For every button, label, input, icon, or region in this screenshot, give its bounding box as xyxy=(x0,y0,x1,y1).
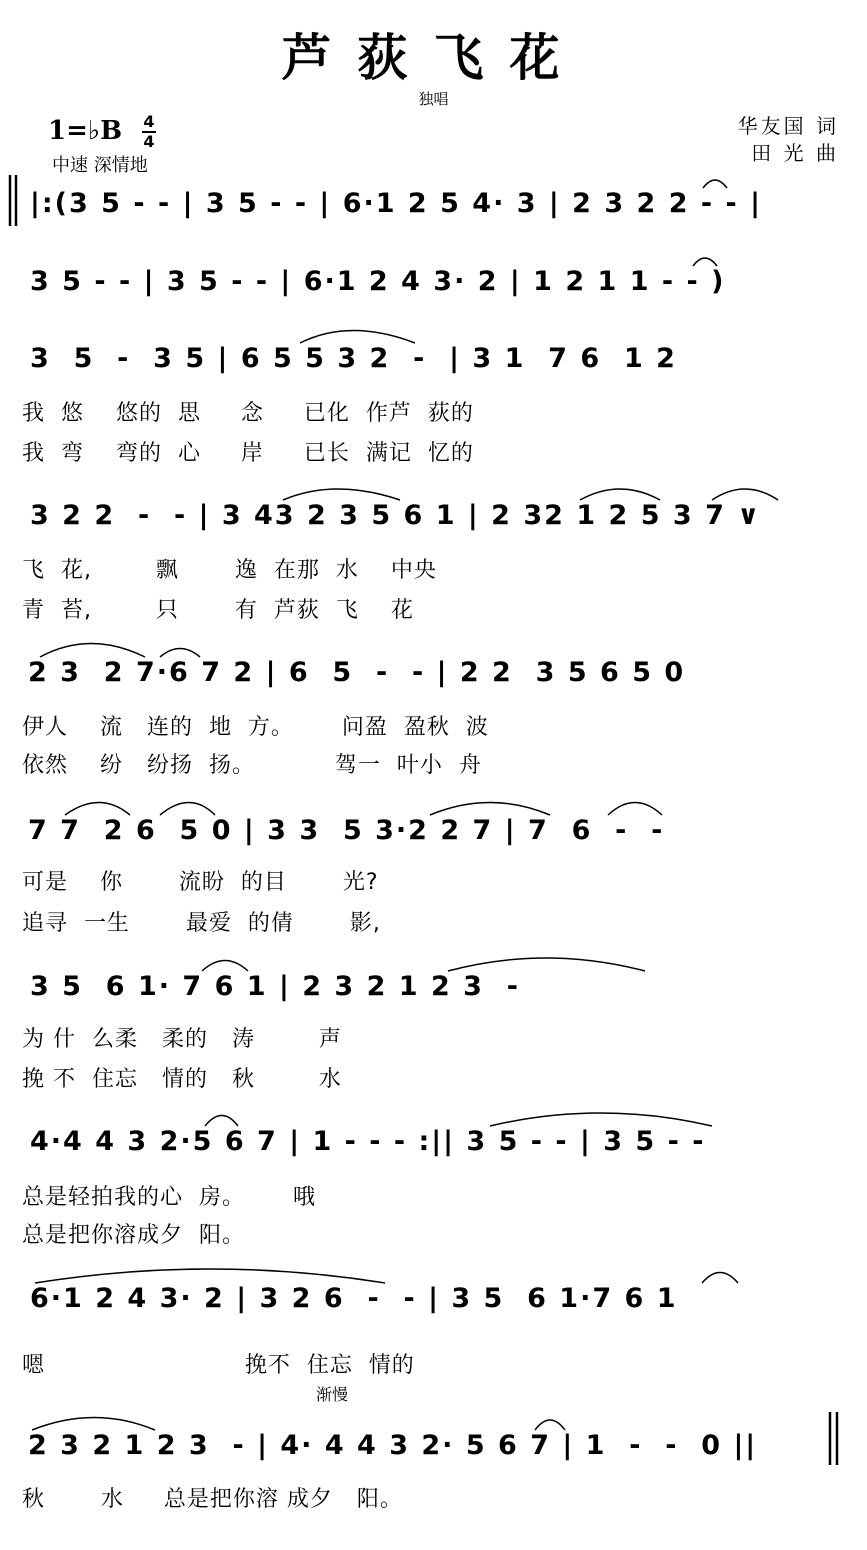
score-system xyxy=(0,500,867,556)
lyric-line: 总是把你溶成夕 阳。 xyxy=(22,1223,245,1248)
notation-line: 7 7 2 6 5 0 | 3 3 5 3·2 2 7 | 7 6 - - xyxy=(28,815,665,846)
time-signature-bottom: 4 xyxy=(143,132,155,151)
key-signature: 1=♭B xyxy=(48,116,123,146)
score-system xyxy=(0,1283,867,1339)
lyric-line: 挽 不 住忘 情的 秋 水 xyxy=(22,1067,342,1092)
notation-line: 2 3 2 1 2 3 - | 4· 4 4 3 2· 5 6 7 | 1 - - 0 || xyxy=(28,1430,758,1461)
tempo-change-marking: 渐慢 xyxy=(316,1385,349,1404)
song-title: 芦荻飞花 xyxy=(281,28,586,87)
notation-line: 3 2 2 - - | 3 43 2 3 5 6 1 | 2 32 1 2 5 3 7 ∨ xyxy=(30,500,762,531)
score-system xyxy=(0,815,867,871)
time-signature xyxy=(142,114,156,150)
score-system xyxy=(0,343,867,399)
notation-line: 3 5 6 1· 7 6 1 | 2 3 2 1 2 3 - xyxy=(30,971,520,1002)
lyric-line: 伊人 流 连的 地 方。 问盈 盈秋 波 xyxy=(22,715,489,740)
performance-style: 独唱 xyxy=(418,90,449,108)
lyric-line: 青 苔, 只 有 芦荻 飞 花 xyxy=(22,598,414,623)
lyric-line: 追寻 一生 最爱 的倩 影, xyxy=(22,911,381,936)
notation-line: 3 5 - - | 3 5 - - | 6·1 2 4 3· 2 | 1 2 1 1 - - ) xyxy=(30,266,726,297)
score-system xyxy=(0,1126,867,1182)
lyric-line: 可是 你 流盼 的目 光? xyxy=(22,870,379,895)
score-system xyxy=(0,657,867,713)
lyric-line: 飞 花, 飘 逸 在那 水 中央 xyxy=(22,558,437,583)
lyric-line: 嗯 挽不 住忘 情的 xyxy=(22,1353,415,1378)
score-system xyxy=(0,971,867,1027)
composer-credit: 田 光 曲 xyxy=(751,141,839,165)
time-signature-top: 4 xyxy=(143,112,155,131)
score-system xyxy=(0,266,867,322)
lyric-line: 我 悠 悠的 思 念 已化 作芦 荻的 xyxy=(22,401,474,426)
lyric-line: 为 什 么柔 柔的 涛 声 xyxy=(22,1027,342,1052)
notation-line: 2 3 2 7·6 7 2 | 6 5 - - | 2 2 3 5 6 5 0 xyxy=(28,657,686,688)
notation-line: |:(3 5 - - | 3 5 - - | 6·1 2 5 4· 3 | 2 3 2 2 - - | xyxy=(30,188,763,219)
notation-line: 3 5 - 3 5 | 6 5 5 3 2 - | 3 1 7 6 1 2 xyxy=(30,343,677,374)
lyricist-credit: 华友国 词 xyxy=(737,114,839,138)
notation-line: 4·4 4 3 2·5 6 7 | 1 - - - :|| 3 5 - - | 3 5 - - xyxy=(30,1126,706,1157)
score-system xyxy=(0,1430,867,1486)
tempo-marking: 中速 深情地 xyxy=(52,155,148,176)
lyric-line: 总是轻拍我的心 房。 哦 xyxy=(22,1185,316,1210)
lyric-line: 依然 纷 纷扬 扬。 驾一 叶小 舟 xyxy=(22,753,482,778)
lyric-line: 秋 水 总是把你溶 成夕 阳。 xyxy=(22,1487,403,1512)
score-system xyxy=(0,188,867,244)
lyric-line: 我 弯 弯的 心 岸 已长 满记 忆的 xyxy=(22,441,474,466)
notation-line: 6·1 2 4 3· 2 | 3 2 6 - - | 3 5 6 1·7 6 1 xyxy=(30,1283,678,1314)
